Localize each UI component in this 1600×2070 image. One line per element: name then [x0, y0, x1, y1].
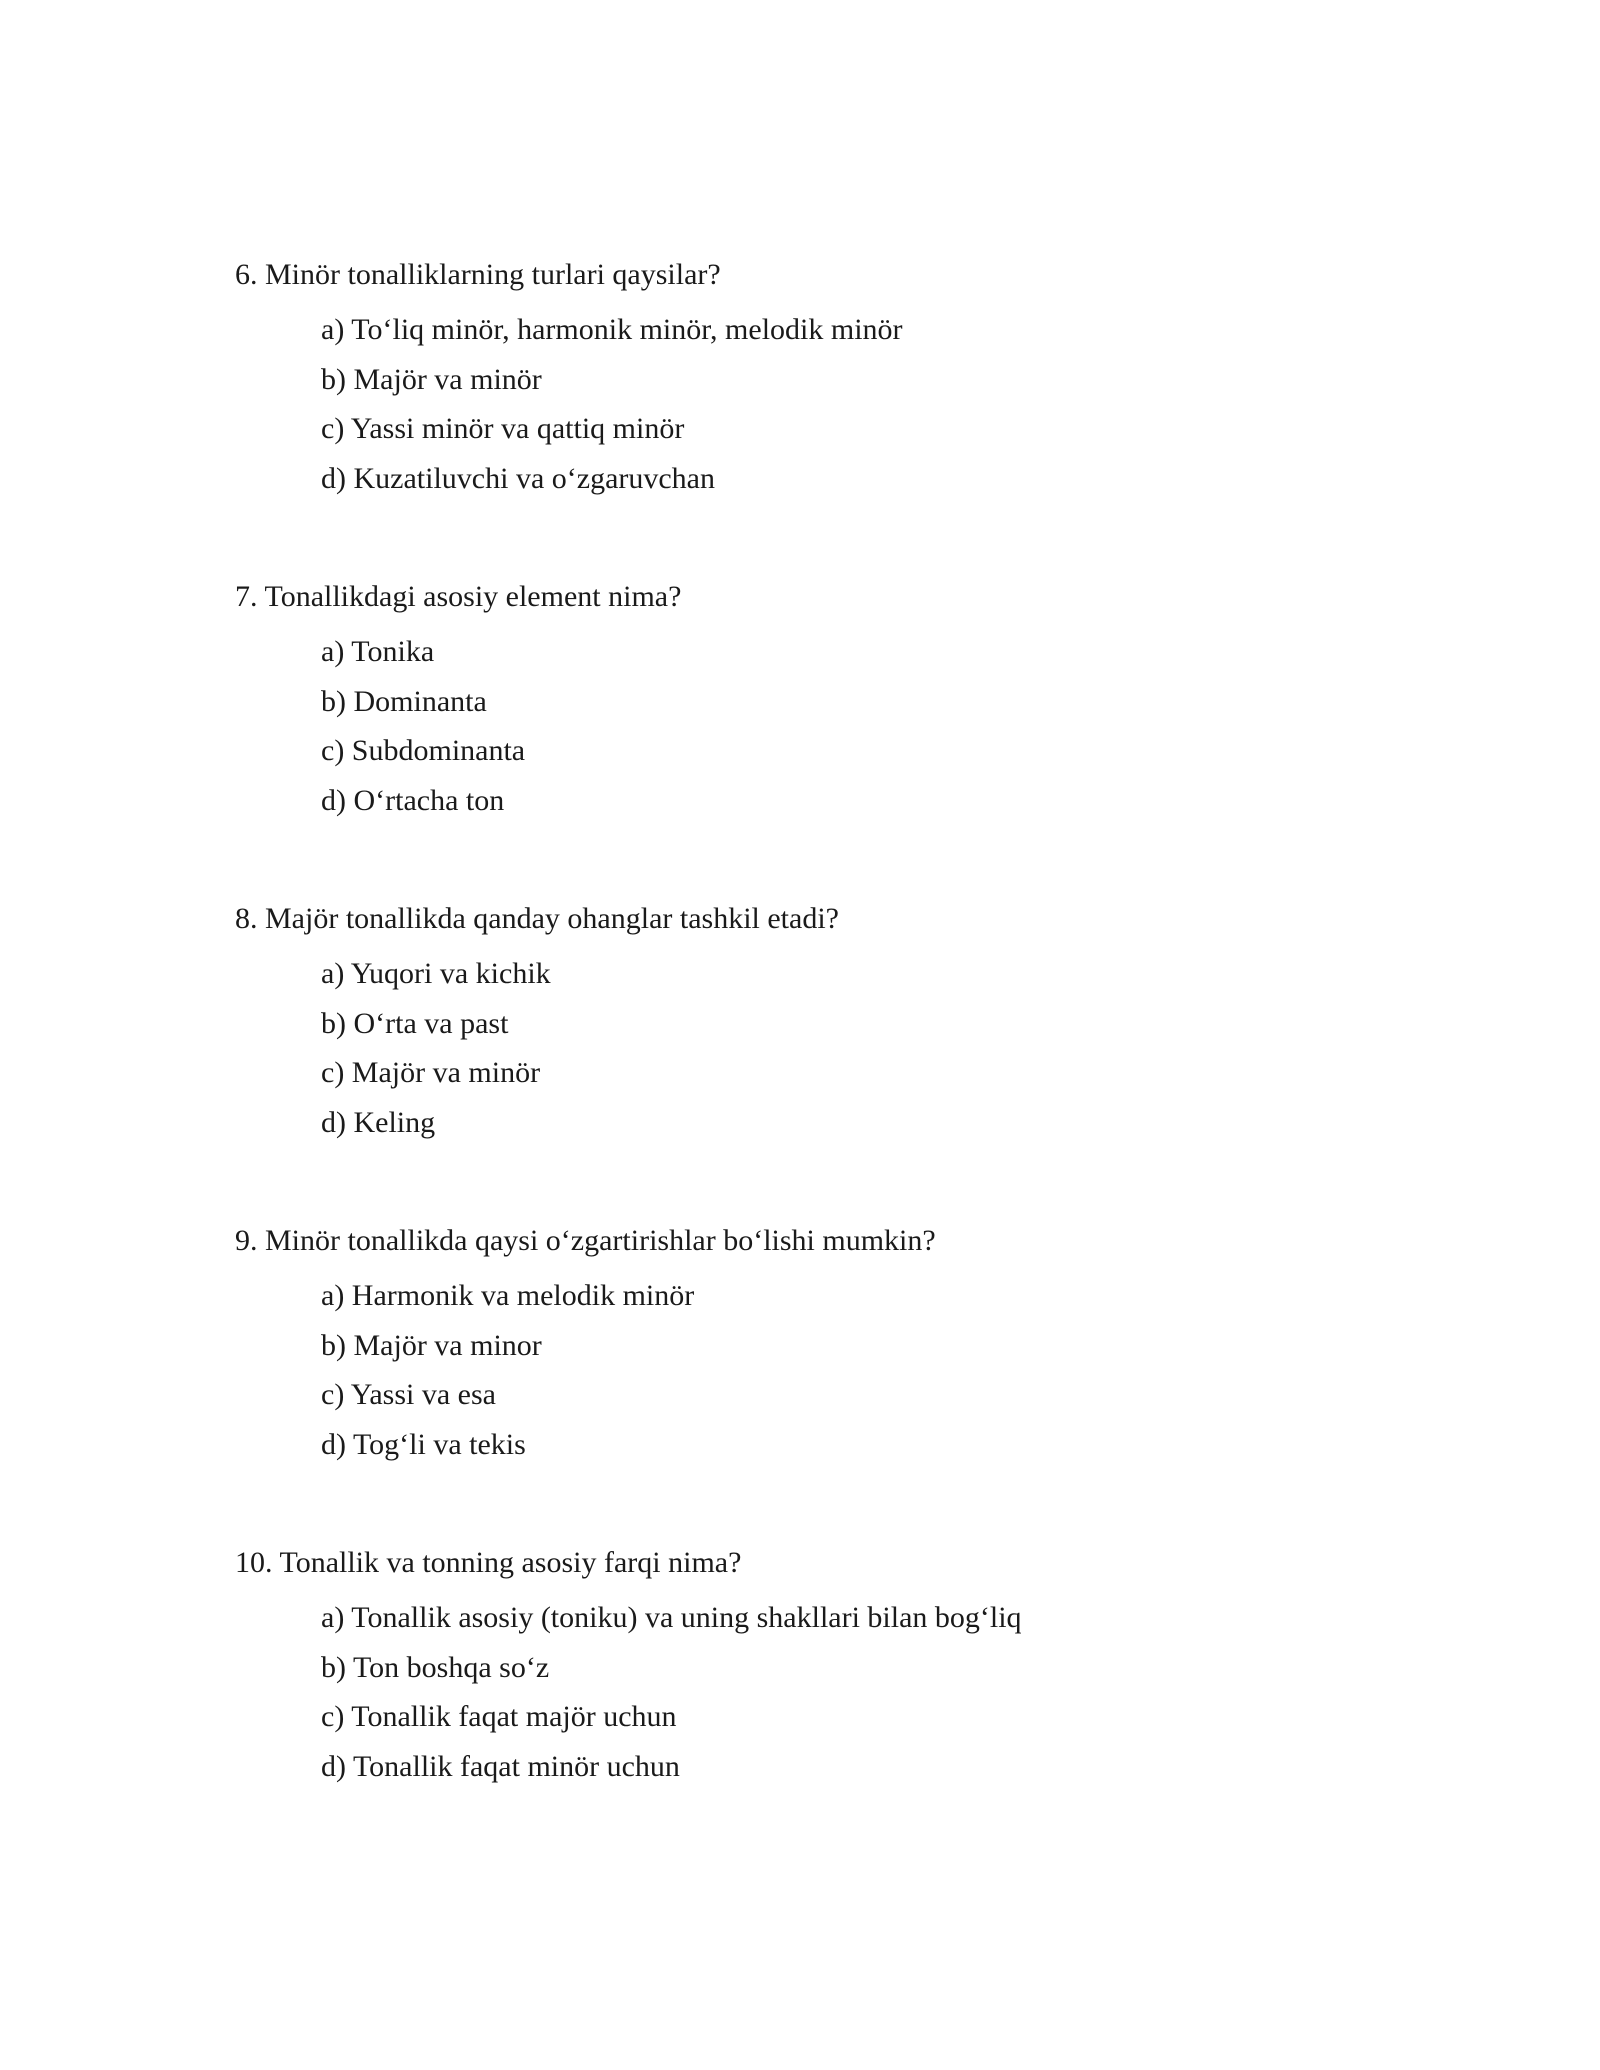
- answer-options: [321, 957, 1485, 1140]
- option-b: b) Majör va minör: [321, 362, 542, 396]
- option-c: c) Yassi va esa: [321, 1378, 496, 1411]
- option-c: c) Yassi minör va qattiq minör: [321, 412, 685, 445]
- answer-options: [321, 313, 1485, 496]
- option-d: d) Kuzatiluvchi va o‘zgaruvchan: [321, 461, 715, 495]
- option-a: a) Tonallik asosiy (toniku) va uning shakllari bilan bog‘liq: [321, 1601, 1022, 1634]
- question-text: 8. Majör tonallikda qanday ohanglar tashkil etadi?: [235, 902, 839, 935]
- question-text: 9. Minör tonallikda qaysi o‘zgartirishlar bo‘lishi mumkin?: [235, 1224, 936, 1257]
- question-9: [235, 1224, 1485, 1477]
- option-b: b) O‘rta va past: [321, 1006, 509, 1040]
- question-6: [235, 258, 1485, 511]
- option-d: d) Tog‘li va tekis: [321, 1427, 526, 1461]
- option-c: c) Subdominanta: [321, 734, 526, 767]
- option-a: a) To‘liq minör, harmonik minör, melodik minör: [321, 313, 903, 346]
- option-d: d) O‘rtacha ton: [321, 783, 505, 817]
- answer-options: [321, 1279, 1485, 1462]
- option-b: b) Majör va minor: [321, 1328, 542, 1362]
- answer-options: [321, 635, 1485, 818]
- option-c: c) Majör va minör: [321, 1056, 541, 1089]
- answer-options: [321, 1601, 1485, 1784]
- question-text: 7. Tonallikdagi asosiy element nima?: [235, 580, 682, 613]
- option-a: a) Tonika: [321, 635, 435, 668]
- option-a: a) Harmonik va melodik minör: [321, 1279, 695, 1312]
- question-7: [235, 580, 1485, 833]
- question-text: 6. Minör tonalliklarning turlari qaysilar?: [235, 258, 721, 291]
- question-8: [235, 902, 1485, 1155]
- option-a: a) Yuqori va kichik: [321, 957, 551, 990]
- option-d: d) Keling: [321, 1105, 436, 1139]
- question-text: 10. Tonallik va tonning asosiy farqi nima?: [235, 1546, 742, 1579]
- question-10: [235, 1546, 1485, 1799]
- option-c: c) Tonallik faqat majör uchun: [321, 1700, 677, 1733]
- option-b: b) Dominanta: [321, 684, 487, 718]
- option-d: d) Tonallik faqat minör uchun: [321, 1749, 680, 1783]
- option-b: b) Ton boshqa so‘z: [321, 1650, 550, 1684]
